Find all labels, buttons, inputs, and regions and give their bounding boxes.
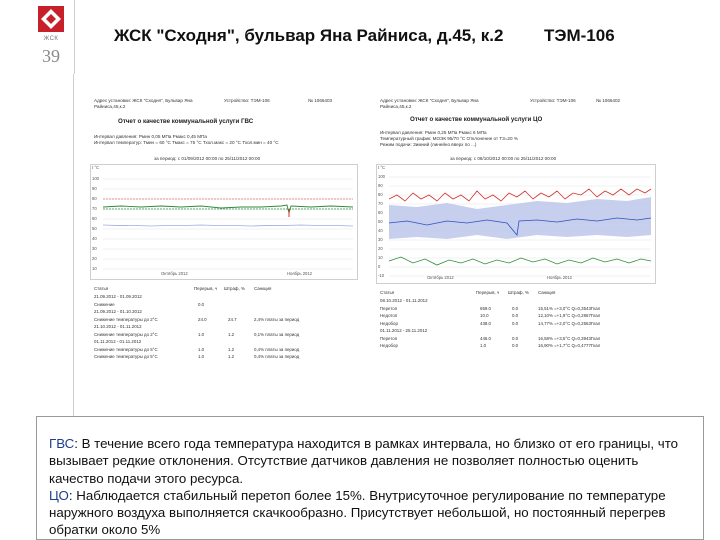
address-line2: Райниса,45,к.2 [380,104,412,109]
table-cell: 21.09.2012 - 01.09.2012 [94,294,142,299]
table-cell: 1.0 [198,331,205,337]
y-tick-label: 40 [92,236,97,241]
table-cell: Снижение температуры до 5°С [94,354,158,359]
table-cell: 14,77% =+2,0°С Q=0,2563Гкал [538,320,601,326]
logo-mark [38,6,64,32]
table-cell: 21.09.2012 - 01.10.2012 [94,309,142,314]
table-cell: 12,10% =+1,9°С Q=0,2867Гкал [538,313,601,318]
table-cell: Снижение [94,301,115,307]
table-cell: 0.0 [512,320,519,326]
device-label: Устройство: ТЭМ-106 [530,98,576,103]
col-article: Статья [380,290,395,295]
address-line2: Райниса,45,к.2 [94,104,126,109]
slide-title [114,26,704,50]
table-cell: 2,4% платы за период [254,316,300,322]
address-label: Адрес установки: ЖСК "Сходня", Бульвар Яна [380,98,479,103]
y-tick-label: 60 [378,210,383,215]
y-tick-label: 80 [92,196,97,201]
x-tick-label: Октябрь 2012 [427,275,454,280]
table-cell: 01.11.2012 - 01.11.2012 [94,339,142,344]
logo-caption: ЖСК [43,36,59,42]
table-cell: 0.0 [512,305,519,311]
table-cell: 08.10.2012 - 01.11.2012 [380,298,428,303]
commentary-box [36,416,704,540]
y-tick-label: 10 [378,255,383,260]
table-cell: 438.0 [480,320,491,326]
col-break: Перерыв, ч [476,290,500,295]
col-break: Перерыв, ч [194,286,218,291]
co-text: : Наблюдается стабильный перетоп более 15%. Внутрисуточное регулирование по температуре наружного воздуха выполняется скачкообразно. Присутствует небольшой, но постоянный перегрев обратки около 5% [49,487,666,538]
y-tick-label: 60 [92,216,97,221]
col-article: Статья [94,286,109,291]
y-tick-label: 40 [378,228,383,233]
y-tick-label: 50 [378,219,383,224]
table-cell: Перетоп [380,335,398,341]
table-cell: 0,1% платы за период [254,331,300,337]
gvs-comment [49,435,691,487]
table-cell: 01.11.2012 - 25.11.2012 [380,328,428,333]
table-cell: Снижение температуры до 5°С [94,346,158,352]
logo [28,0,75,74]
report-period: за период: с 08/10/2012 00:00 по 25/11/2012 00:00 [450,156,557,161]
y-tick-label: 90 [92,186,97,191]
co-comment [49,487,691,539]
y-tick-label: 100 [92,176,99,181]
y-tick-label: 0 [378,264,381,269]
report-heading: Отчет о качестве коммунальной услуги ЦО [410,116,543,123]
col-penalty: Штраф, % [508,290,529,295]
gvs-series-cold [103,225,353,226]
table-cell: 0.0 [512,335,519,341]
y-tick-label: 80 [378,192,383,197]
table-cell: Недобор [380,320,398,326]
table-cell: 659.0 [480,305,491,311]
gvs-table [94,286,360,376]
param-mode: Режим подачи: Зимний (линейно вверх по ...) [380,142,477,147]
param-schedule: Температурный график: МОЭК 95/70 °С Отклонение от T3=20 % [380,136,518,141]
table-cell: 10.0 [480,313,489,318]
table-cell: 0.0 [512,343,519,348]
device-model: ТЭМ-106 [544,26,615,45]
x-tick-label: Ноябрь 2012 [547,275,573,280]
co-chart [376,164,656,284]
table-cell: 1.2 [228,331,235,337]
col-sanction: Санкция [538,290,556,295]
co-table [380,290,656,370]
y-tick-label: 20 [378,246,383,251]
table-cell: 24.0 [198,316,207,322]
address-label: Адрес установки: ЖСК "Сходня", Бульвар Яна [94,98,193,103]
report-co [370,88,660,418]
table-cell: Перетоп [380,305,398,311]
logo-number: 39 [42,46,60,66]
table-cell: 1.2 [228,346,235,352]
chart-unit: t °С [378,165,386,170]
table-cell: 24.7 [228,316,237,322]
param-pressure: Интервал давления: Рмин 0,25 МПа Рмакс 6 МПа [380,130,487,135]
y-tick-label: 20 [92,256,97,261]
y-tick-label: 50 [92,226,97,231]
table-cell: 15,51% =+3,0°С Q=0,3543Гкал [538,305,601,311]
table-cell: Недотоп [380,313,398,318]
y-tick-label: -10 [378,273,385,278]
y-tick-label: 30 [92,246,97,251]
y-tick-label: 90 [378,183,383,188]
y-tick-label: 100 [378,174,385,179]
gvs-chart [90,164,358,280]
param-pressure: Интервал давления: Рмин 0,05 МПа Рмакс 0,45 МПа [94,134,207,139]
y-tick-label: 10 [92,266,97,271]
report-heading: Отчет о качестве коммунальной услуги ГВС [118,118,254,125]
table-cell: Снижение температуры до 2°С [94,331,158,337]
co-band [389,197,651,239]
col-sanction: Санкция [254,286,272,291]
serial-label: № 1066403 [308,98,333,103]
table-cell: Недобор [380,343,398,348]
gvs-label: ГВС [49,436,75,451]
table-cell: 1.0 [480,343,487,348]
table-cell: 21.10.2012 - 01.11.2012 [94,324,142,329]
table-cell: 0,4% платы за период [254,346,300,352]
gvs-text: : В течение всего года температура находится в рамках интервала, но близко от его границы, что вызывает редкие отклонения. Отсутствие датчиков давления не позволяет полностью оценить качество подачи этого ресурса. [49,436,679,486]
table-cell: 1.0 [198,346,205,352]
device-label: Устройство: ТЭМ-106 [224,98,270,103]
y-tick-label: 70 [92,206,97,211]
table-cell: 0.0 [198,301,205,307]
y-tick-label: 70 [378,201,383,206]
table-cell: 16,58% =+3,5°С Q=0,3943Гкал [538,335,601,341]
report-gvs [84,88,366,418]
table-cell: 0.0 [512,313,519,318]
col-penalty: Штраф, % [224,286,245,291]
table-cell: 1.0 [198,354,205,359]
serial-label: № 1066402 [596,98,621,103]
chart-unit: t °С [92,165,100,170]
title-text: ЖСК "Сходня", бульвар Яна Райниса, д.45, к.2 [114,26,504,45]
param-temperature: Интервал температур: Тмин = 60 °С Тмакс = 75 °С Тхол.макс = 20 °С Тхол.мин = 40 °С [94,140,279,145]
x-tick-label: Ноябрь 2012 [287,271,313,276]
table-cell: 16,90% =+1,7°С Q=0,4777Гкал [538,343,601,348]
table-cell: 446.0 [480,335,491,341]
co-plot [377,165,655,283]
table-cell: 0,4% платы за период [254,354,300,359]
report-period: за период: с 01/09/2012 00:00 по 25/11/2012 00:00 [154,156,261,161]
table-cell: Снижение температуры до 2°С [94,316,158,322]
table-cell: 1.2 [228,354,235,359]
y-tick-label: 30 [378,237,383,242]
x-tick-label: Октябрь 2012 [161,271,188,276]
gvs-plot [91,165,357,279]
co-label: ЦО [49,487,69,503]
